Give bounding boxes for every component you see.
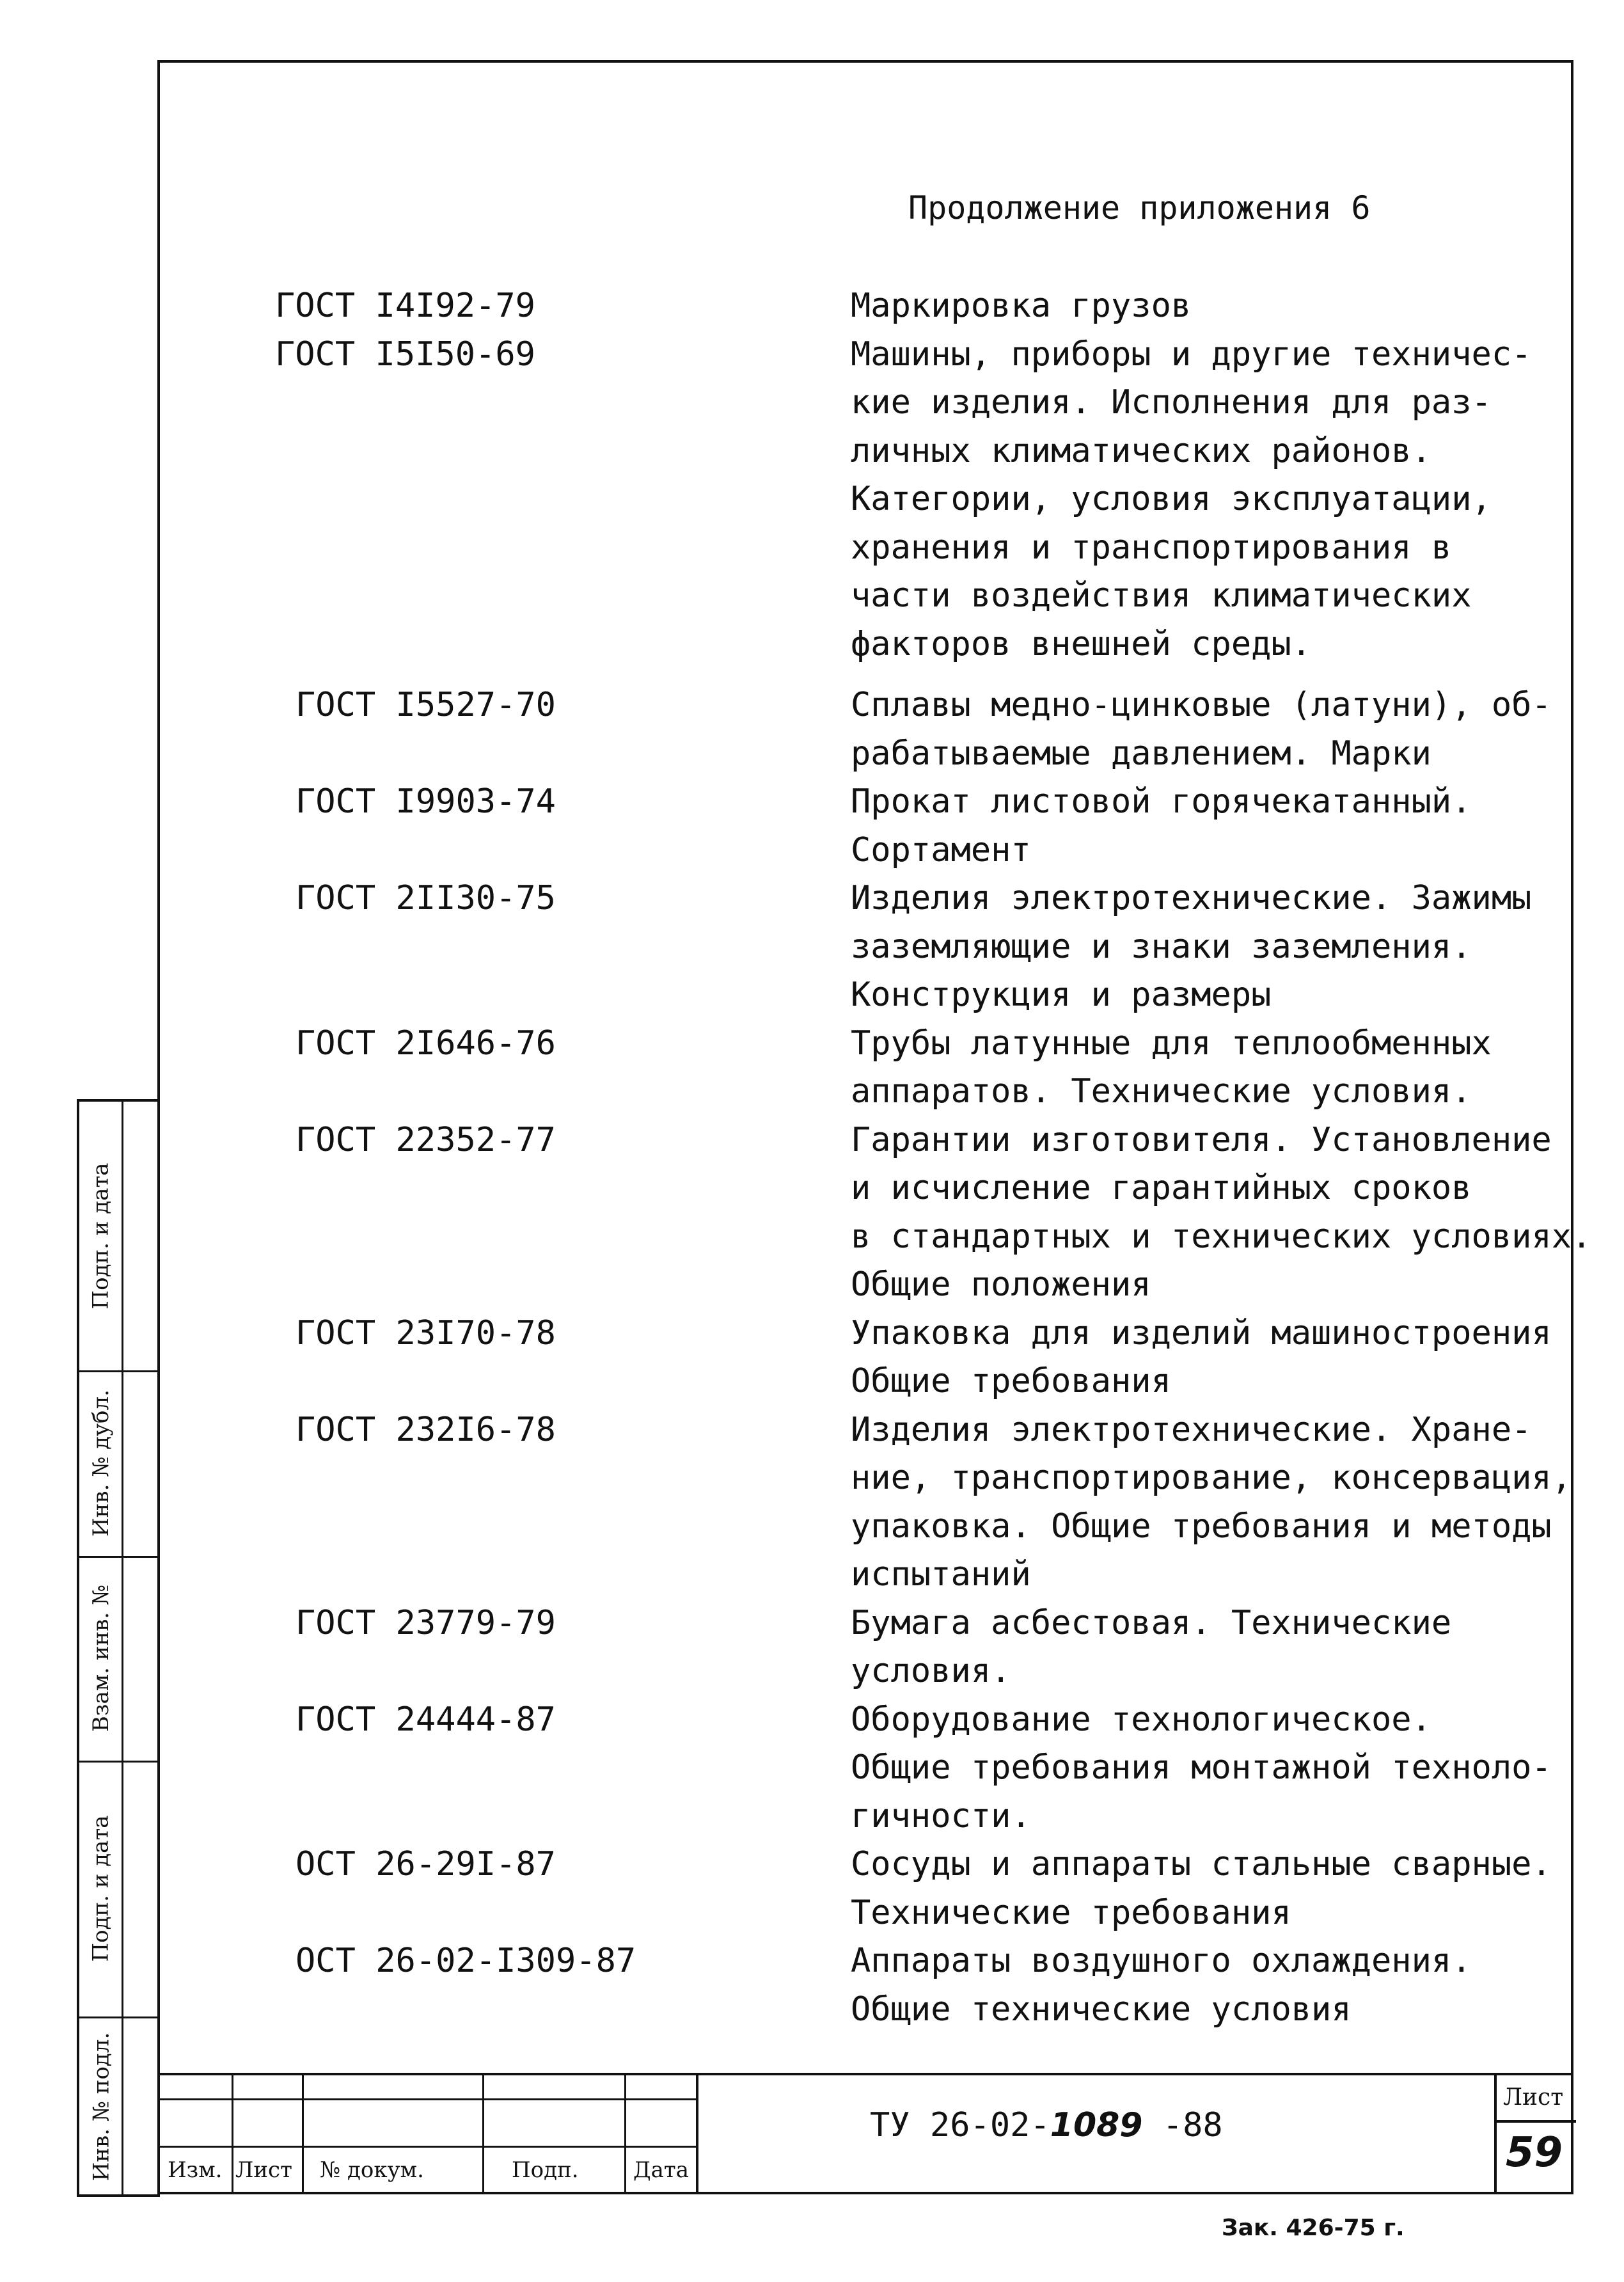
standard-code: ГОСТ I4I92-79	[275, 287, 535, 325]
standard-title-line: Трубы латунные для теплообменных	[851, 1024, 1492, 1063]
standard-code: ОСТ 26-02-I309-87	[296, 1942, 636, 1980]
standard-title-line: Гарантии изготовителя. Установление	[851, 1120, 1552, 1159]
standard-code: ГОСТ 2II30-75	[296, 879, 556, 917]
stamp-cell	[79, 1102, 160, 1372]
column-label: № докум.	[320, 2157, 424, 2183]
standard-title-line: заземляющие и знаки заземления.	[851, 927, 1472, 966]
standard-title-line: Сплавы медно-цинковые (латуни), об-	[851, 686, 1552, 724]
standard-title-line: части воздействия климатических	[851, 576, 1472, 615]
standard-title-line: Прокат листовой горячекатанный.	[851, 782, 1472, 821]
standard-title-line: Бумага асбестовая. Технические	[851, 1603, 1452, 1642]
stamp-cell	[79, 1370, 160, 1558]
stamp-label: Инв. № дубл.	[88, 1390, 114, 1537]
standard-title-line: Оборудование технологическое.	[851, 1700, 1431, 1739]
standard-title-line: Сортамент	[851, 830, 1031, 869]
standard-title-line: в стандартных и технических условиях.	[851, 1217, 1592, 1256]
standard-title-line: Общие требования	[851, 1362, 1171, 1400]
standard-title-line: гичности.	[851, 1796, 1031, 1835]
standard-title-line: и исчисление гарантийных сроков	[851, 1169, 1472, 1207]
standard-title-line: Изделия электротехнические. Зажимы	[851, 879, 1532, 917]
document-code	[870, 2106, 1223, 2144]
sheet-number: 59	[1506, 2129, 1563, 2176]
stamp-label: Подп. и дата	[88, 1162, 114, 1310]
sheet-box	[1494, 2073, 1573, 2194]
standard-title-line: хранения и транспортирования в	[851, 528, 1452, 567]
standard-code: ГОСТ 24444-87	[296, 1700, 556, 1739]
standard-title-line: условия.	[851, 1652, 1011, 1690]
title-block-divider	[696, 2073, 698, 2194]
standard-title-line: рабатываемые давлением. Марки	[851, 734, 1431, 773]
stamp-cell	[79, 1556, 160, 1763]
standard-title-line: Категории, условия эксплуатации,	[851, 480, 1492, 518]
standard-code: ОСТ 26-29I-87	[296, 1845, 556, 1883]
standard-title-line: аппаратов. Технические условия.	[851, 1072, 1472, 1111]
standard-title-line: Аппараты воздушного охлаждения.	[851, 1942, 1472, 1980]
standard-code: ГОСТ 22352-77	[296, 1120, 556, 1159]
sheet-label: Лист	[1503, 2084, 1564, 2111]
doc-code-prefix: ТУ 26-02-	[870, 2106, 1050, 2144]
standard-title-line: Конструкция и размеры	[851, 976, 1272, 1014]
standard-title-line: Маркировка грузов	[851, 287, 1192, 325]
standard-title-line: Машины, приборы и другие техничес-	[851, 335, 1532, 374]
standard-title-line: кие изделия. Исполнения для раз-	[851, 383, 1492, 422]
stamp-label: Инв. № подл.	[88, 2032, 114, 2182]
standard-code: ГОСТ 23779-79	[296, 1603, 556, 1642]
standard-title-line: факторов внешней среды.	[851, 624, 1312, 663]
standard-title-line: Общие технические условия	[851, 1990, 1352, 2029]
stamp-cell	[79, 2017, 160, 2197]
standard-code: ГОСТ 232I6-78	[296, 1410, 556, 1449]
doc-code-suffix: -88	[1142, 2106, 1223, 2144]
stamp-cell	[79, 1761, 160, 2018]
standard-title-line: Изделия электротехнические. Хране-	[851, 1410, 1532, 1449]
standard-code: ГОСТ 2I646-76	[296, 1024, 556, 1063]
margin-stamp	[77, 1099, 160, 2197]
standard-title-line: Технические требования	[851, 1893, 1291, 1932]
column-label: Изм.	[168, 2157, 223, 2183]
standard-code: ГОСТ 23I70-78	[296, 1313, 556, 1352]
doc-code-number: 1089	[1050, 2106, 1143, 2144]
stamp-label: Взам. инв. №	[88, 1584, 114, 1732]
continuation-heading: Продолжение приложения 6	[908, 189, 1371, 226]
standard-title-line: Упаковка для изделий машиностроения	[851, 1313, 1552, 1352]
standard-title-line: ние, транспортирование, консервация,	[851, 1459, 1572, 1497]
column-label: Лист	[235, 2157, 292, 2183]
standard-title-line: упаковка. Общие требования и методы	[851, 1507, 1552, 1546]
column-label: Дата	[633, 2157, 689, 2183]
standard-code: ГОСТ I5I50-69	[275, 335, 535, 374]
standard-title-line: личных климатических районов.	[851, 431, 1431, 470]
stamp-label: Подп. и дата	[88, 1815, 114, 1962]
standard-title-line: Общие положения	[851, 1265, 1151, 1304]
standard-code: ГОСТ I5527-70	[296, 686, 556, 724]
standard-title-line: Сосуды и аппараты стальные сварные.	[851, 1845, 1552, 1883]
standard-title-line: испытаний	[851, 1555, 1031, 1594]
standard-code: ГОСТ I9903-74	[296, 782, 556, 821]
standard-title-line: Общие требования монтажной техноло-	[851, 1748, 1552, 1787]
order-note: Зак. 426-75 г.	[1222, 2215, 1405, 2241]
column-label: Подп.	[512, 2157, 579, 2183]
